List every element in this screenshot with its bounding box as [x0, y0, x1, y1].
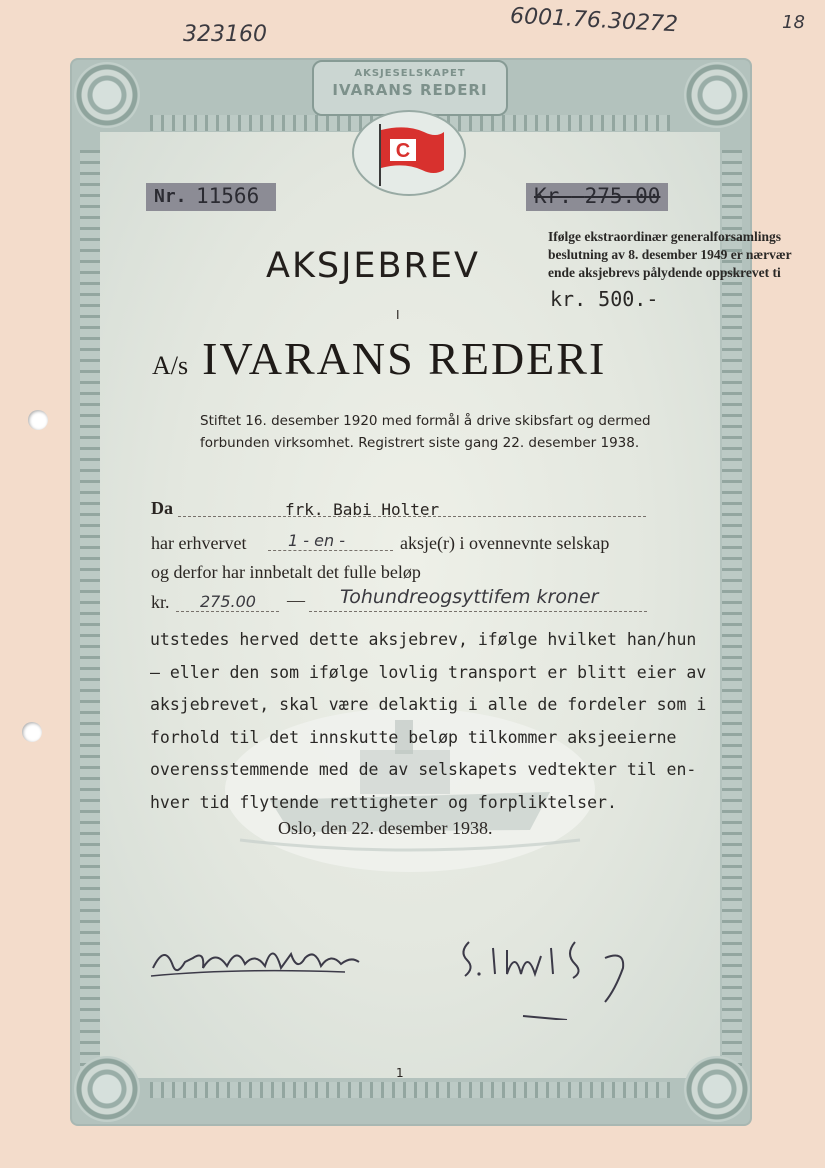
- share-suffix: aksje(r) i ovennevnte selskap: [400, 533, 610, 553]
- overprint-line-3: ende aksjebrevs pålydende oppskrevet ti: [548, 265, 781, 280]
- body-line-3: aksjebrevet, skal være delaktig i alle de fordeler som i: [150, 695, 707, 714]
- company-prefix: A/s: [152, 351, 189, 380]
- archive-page-number: 18: [782, 12, 805, 33]
- amount-words-line: [309, 611, 647, 612]
- document-title: AKSJEBREV: [266, 246, 480, 286]
- signature-left: [145, 928, 375, 998]
- number-value: 11566: [196, 184, 260, 208]
- body-line-5: overensstemmende med de av selskapets vedtekter til en-: [150, 760, 697, 779]
- body-line-2: — eller den som ifølge lovlig transport er blitt eier av: [150, 662, 707, 682]
- founding-line-1: Stiftet 16. desember 1920 med formål å drive skibsfart og dermed: [200, 413, 651, 429]
- original-amount: [526, 183, 668, 211]
- overprint-note: [548, 228, 822, 282]
- overprint-line-2: beslutning av 8. desember 1949 er nærvær: [548, 247, 792, 262]
- issue-date: 22. desember 1938.: [351, 818, 493, 838]
- overprint-line-1: Ifølge ekstraordinær generalforsamlings: [548, 229, 781, 244]
- body-line-6: hver tid flytende rettigheter og forpliktelser.: [150, 792, 617, 812]
- punch-hole-bottom: [22, 722, 42, 742]
- corner-rosette-top-left: [74, 62, 140, 128]
- number-label: Nr.: [154, 186, 187, 207]
- chain-border-left: [80, 150, 100, 1070]
- company-name: [152, 332, 682, 385]
- kr-dash: —: [287, 590, 305, 610]
- flag-letter: C: [395, 140, 411, 162]
- label-acquired: har erhvervet: [151, 533, 247, 553]
- share-count: 1 - en -: [288, 531, 345, 550]
- seal-line-2: IVARANS REDERI: [332, 81, 488, 99]
- place-date: [278, 818, 492, 839]
- title-connector: I: [396, 308, 400, 322]
- flag-emblem: [352, 110, 466, 196]
- flag-icon: [354, 112, 464, 194]
- amount-in-words: Tohundreogsyttifem kroner: [340, 586, 599, 608]
- archive-number-left: 323160: [183, 22, 267, 47]
- label-da: Da: [151, 498, 173, 518]
- company-seal: [312, 60, 508, 116]
- place-prefix: Oslo, den: [278, 818, 347, 838]
- company-title: IVARANS REDERI: [202, 333, 607, 384]
- corner-rosette-bottom-left: [74, 1056, 140, 1122]
- certificate-body: [150, 624, 707, 819]
- label-kr: kr.: [151, 592, 170, 612]
- chain-border-right: [722, 150, 742, 1070]
- share-count-line: [268, 550, 393, 551]
- corner-rosette-bottom-right: [684, 1056, 750, 1122]
- amount-value: 275.00: [584, 184, 661, 208]
- seal-line-1: AKSJESELSKAPET: [354, 68, 466, 79]
- amount-label: Kr. 275.00: [534, 184, 661, 208]
- kr-line: [176, 611, 279, 612]
- paid-line: og derfor har innbetalt det fulle beløp: [151, 562, 421, 582]
- overprint-amount: kr. 500.-: [550, 287, 659, 311]
- holder-name: frk. Babi Holter: [285, 500, 440, 519]
- kr-value: 275.00: [200, 592, 256, 611]
- punch-hole-top: [28, 410, 48, 430]
- founding-text: [200, 410, 651, 454]
- corner-rosette-top-right: [684, 62, 750, 128]
- archive-number-center: 6001.76.30272: [509, 3, 679, 38]
- founding-line-2: forbunden virksomhet. Registrert siste gang 22. desember 1938.: [200, 435, 640, 451]
- body-line-1: utstedes herved dette aksjebrev, ifølge hvilket han/hun: [150, 630, 697, 649]
- footer-mark: 1: [396, 1066, 404, 1080]
- body-line-4: forhold til det innskutte beløp tilkommer aksjeeierne: [150, 727, 677, 747]
- chain-border-bottom: [150, 1082, 670, 1098]
- signature-right: [455, 920, 655, 1020]
- certificate-number: [146, 183, 276, 211]
